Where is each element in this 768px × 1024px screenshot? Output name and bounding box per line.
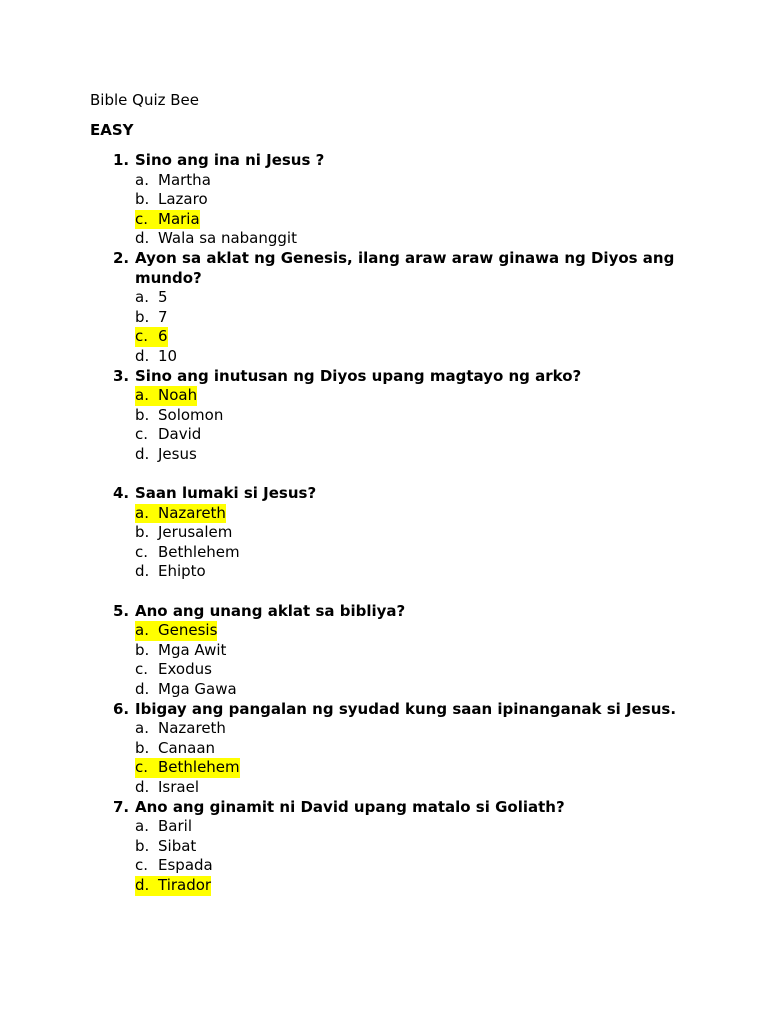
option-letter: c. (135, 542, 149, 561)
question-number: 1. (113, 150, 130, 169)
option-text: Bethlehem (158, 542, 240, 561)
option-text: Jesus (158, 444, 197, 463)
option-b (135, 406, 690, 426)
document-title: Bible Quiz Bee (90, 91, 200, 109)
option-letter: b. (135, 190, 150, 209)
question-number: 2. (113, 248, 130, 267)
option-text: Espada (158, 856, 213, 875)
option-letter: b. (135, 640, 150, 659)
option-letter: a. (135, 503, 149, 522)
option-text: Martha (158, 170, 211, 189)
option-text: Ehipto (158, 562, 206, 581)
option-a (135, 171, 690, 191)
option-letter: c. (135, 209, 149, 228)
option-list (90, 504, 690, 582)
option-b (135, 523, 690, 543)
question-text: Ibigay ang pangalan ng syudad kung saan ipinanganak si Jesus. (135, 699, 677, 718)
option-c (135, 856, 690, 876)
question-number: 6. (113, 699, 130, 718)
option-letter: c. (135, 327, 149, 346)
option-list (90, 621, 690, 699)
question-6 (90, 700, 690, 798)
option-letter: b. (135, 307, 150, 326)
option-text: Canaan (158, 738, 216, 757)
option-list (90, 719, 690, 797)
option-text: Lazaro (158, 190, 208, 209)
document-page (90, 91, 690, 896)
option-letter: b. (135, 523, 150, 542)
option-letter: a. (135, 719, 149, 738)
option-a (135, 719, 690, 739)
option-c (135, 425, 690, 445)
option-c (135, 327, 690, 347)
option-a (135, 621, 690, 641)
option-text: Noah (158, 386, 198, 405)
option-d (135, 680, 690, 700)
option-text: Maria (158, 209, 200, 228)
option-letter: a. (135, 621, 149, 640)
option-letter: c. (135, 758, 149, 777)
option-letter: a. (135, 817, 149, 836)
option-b (135, 641, 690, 661)
option-letter: a. (135, 170, 149, 189)
option-a (135, 817, 690, 837)
option-letter: d. (135, 875, 150, 894)
question-2 (90, 249, 690, 367)
question-text: Ano ang ginamit ni David upang matalo si Goliath? (135, 797, 565, 816)
option-c (135, 210, 690, 230)
option-b (135, 837, 690, 857)
question-4 (90, 484, 690, 582)
question-text: Ano ang unang aklat sa bibliya? (135, 601, 406, 620)
option-c (135, 543, 690, 563)
option-d (135, 778, 690, 798)
option-text: Tirador (158, 875, 212, 894)
option-letter: d. (135, 229, 150, 248)
option-text: Israel (158, 777, 199, 796)
option-a (135, 504, 690, 524)
option-text: 5 (158, 288, 168, 307)
question-7 (90, 798, 690, 896)
option-text: 6 (158, 327, 168, 346)
option-letter: b. (135, 405, 150, 424)
option-text: Bethlehem (158, 758, 240, 777)
option-text: Baril (158, 817, 192, 836)
question-text: Sino ang ina ni Jesus ? (135, 150, 325, 169)
question-number: 5. (113, 601, 130, 620)
option-letter: d. (135, 777, 150, 796)
option-text: Mga Awit (158, 640, 227, 659)
option-text: Sibat (158, 836, 197, 855)
question-text: Saan lumaki si Jesus? (135, 484, 317, 503)
option-letter: d. (135, 562, 150, 581)
option-text: Exodus (158, 660, 212, 679)
option-b (135, 190, 690, 210)
option-letter: d. (135, 346, 150, 365)
option-d (135, 347, 690, 367)
option-text: Jerusalem (158, 523, 233, 542)
option-text: Nazareth (158, 719, 226, 738)
option-list (90, 171, 690, 249)
option-text: Genesis (158, 621, 218, 640)
option-letter: b. (135, 836, 150, 855)
option-text: Mga Gawa (158, 680, 237, 698)
option-letter: a. (135, 288, 149, 307)
option-a (135, 386, 690, 406)
option-d (135, 876, 690, 896)
option-b (135, 308, 690, 328)
question-1 (90, 151, 690, 249)
option-letter: d. (135, 444, 150, 463)
option-text: Wala sa nabanggit (158, 229, 297, 248)
option-c (135, 660, 690, 680)
question-number: 3. (113, 366, 130, 385)
question-5 (90, 602, 690, 700)
option-d (135, 562, 690, 582)
option-text: 10 (158, 346, 178, 365)
question-number: 4. (113, 484, 130, 503)
option-list (90, 386, 690, 464)
option-a (135, 288, 690, 308)
option-d (135, 229, 690, 249)
option-letter: d. (135, 680, 150, 698)
option-c (135, 758, 690, 778)
option-text: 7 (158, 307, 168, 326)
option-d (135, 445, 690, 465)
option-text: Nazareth (158, 503, 226, 522)
option-letter: c. (135, 660, 149, 679)
option-text: David (158, 425, 202, 444)
option-letter: c. (135, 856, 149, 875)
option-list (90, 288, 690, 366)
difficulty-heading: EASY (90, 120, 134, 139)
option-text: Solomon (158, 405, 224, 424)
option-letter: c. (135, 425, 149, 444)
option-b (135, 739, 690, 759)
question-number: 7. (113, 797, 130, 816)
option-letter: a. (135, 386, 149, 405)
option-letter: b. (135, 738, 150, 757)
question-text: Sino ang inutusan ng Diyos upang magtayo ng arko? (135, 366, 582, 385)
option-list (90, 817, 690, 895)
question-text: Ayon sa aklat ng Genesis, ilang araw araw ginawa ng Diyos ang mundo? (135, 248, 675, 287)
question-3 (90, 367, 690, 465)
